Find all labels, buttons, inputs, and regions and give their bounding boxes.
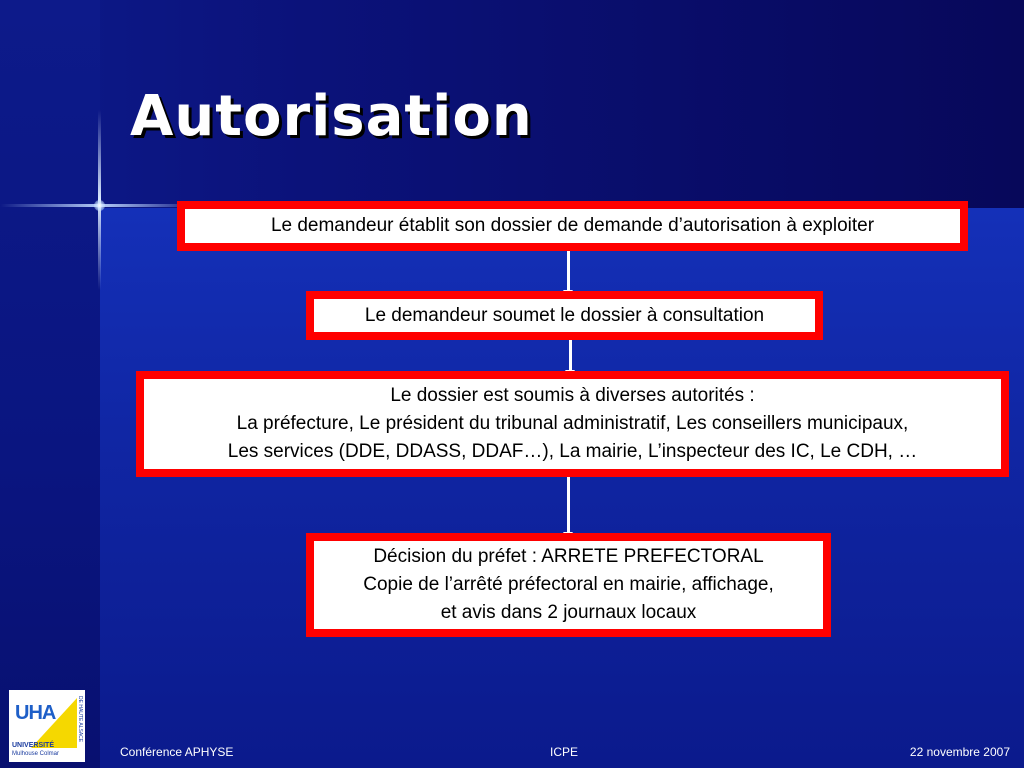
flow-step-2: [306, 291, 823, 340]
university-logo: [9, 690, 85, 762]
footer-left: Conférence APHYSE: [120, 745, 234, 759]
light-flare-core: [94, 200, 105, 211]
flow-step-4-line-1: Décision du préfet : ARRETE PREFECTORAL: [373, 546, 764, 567]
flow-arrow-1: [567, 251, 570, 291]
flow-arrow-3: [567, 477, 570, 533]
footer-right: 22 novembre 2007: [909, 745, 1010, 759]
flow-step-3-line-1: Le dossier est soumis à diverses autorités :: [390, 385, 755, 406]
flow-arrow-2: [569, 340, 572, 371]
flow-step-4-line-3: et avis dans 2 journaux locaux: [440, 602, 697, 623]
logo-subtext: UNIVERSITÉ: [12, 742, 55, 749]
flow-step-1-line-1: Le demandeur établit son dossier de demande d’autorisation à exploiter: [270, 215, 875, 236]
slide-title: Autorisation: [130, 84, 533, 149]
left-band: [0, 0, 100, 768]
flow-step-3-line-3: Les services (DDE, DDASS, DDAF…), La mairie, L’inspecteur des IC, Le CDH, …: [227, 441, 918, 462]
flow-step-4: [306, 533, 831, 637]
flow-step-1: [177, 201, 968, 251]
flow-step-3: [136, 371, 1009, 477]
flow-step-3-line-2: La préfecture, Le président du tribunal administratif, Les conseillers municipaux,: [236, 413, 909, 434]
flow-step-2-line-1: Le demandeur soumet le dossier à consultation: [364, 304, 765, 326]
flow-step-4-line-2: Copie de l’arrêté préfectoral en mairie, affichage,: [363, 574, 774, 595]
logo-side-text: DE HAUTE ALSACE: [77, 696, 83, 743]
footer-center: ICPE: [550, 745, 579, 759]
logo-text: UHA: [15, 702, 56, 724]
logo-location: Mulhouse Colmar: [12, 751, 60, 757]
